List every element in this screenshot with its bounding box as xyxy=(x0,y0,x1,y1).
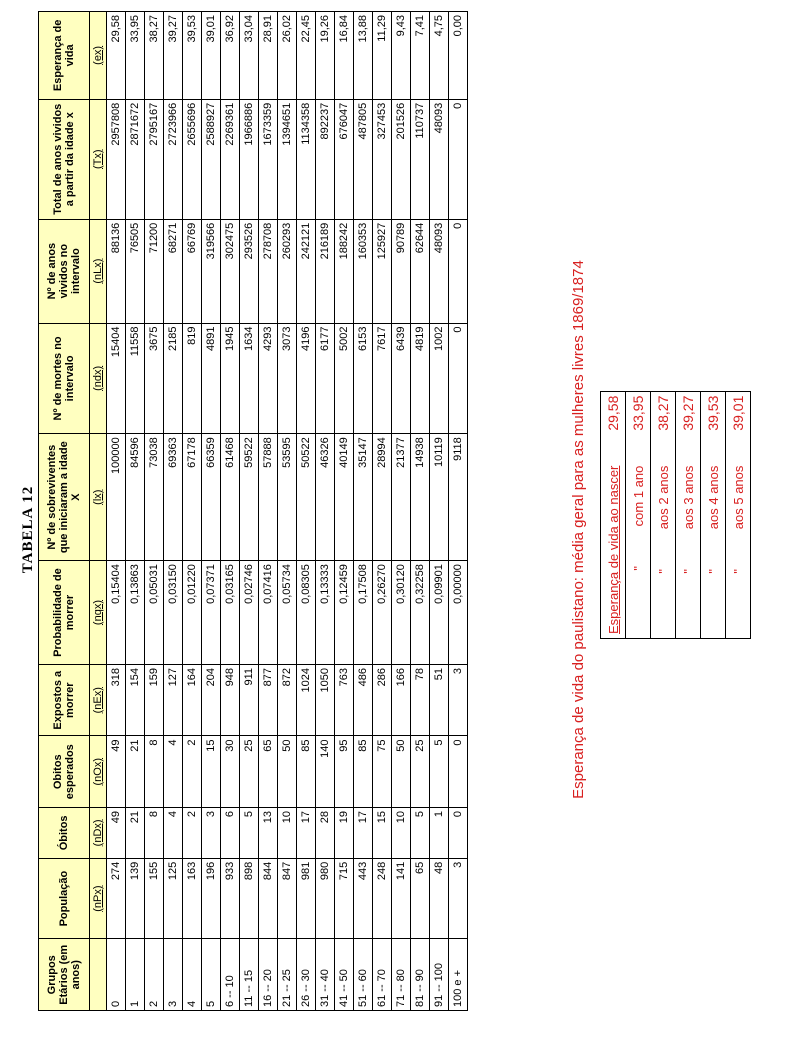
table-cell: 248 xyxy=(373,858,392,939)
summary-row xyxy=(601,391,626,638)
table-cell: 48093 xyxy=(430,219,449,323)
summary-row xyxy=(626,391,651,638)
table-cell: 141 xyxy=(392,858,411,939)
table-cell: 0,05031 xyxy=(145,561,164,665)
table-cell: 933 xyxy=(221,858,240,939)
table-row xyxy=(202,12,221,1011)
table-cell: 2957808 xyxy=(107,99,126,219)
table-cell: 0,01220 xyxy=(183,561,202,665)
table-cell: 1002 xyxy=(430,323,449,434)
table-cell: 872 xyxy=(278,664,297,736)
table-cell: 7617 xyxy=(373,323,392,434)
table-cell: 16 -- 20 xyxy=(259,939,278,1011)
table-cell: 0,12459 xyxy=(335,561,354,665)
table-cell: 0,09901 xyxy=(430,561,449,665)
table-cell: 166 xyxy=(392,664,411,736)
table-cell: 65 xyxy=(411,858,430,939)
table-cell: 67178 xyxy=(183,434,202,561)
column-symbol: (nOx) xyxy=(90,736,107,808)
table-cell: 1966886 xyxy=(240,99,259,219)
table-cell: 139 xyxy=(126,858,145,939)
table-cell: 164 xyxy=(183,664,202,736)
table-cell: 0,32258 xyxy=(411,561,430,665)
table-cell: 71 -- 80 xyxy=(392,939,411,1011)
table-cell: 17 xyxy=(354,807,373,858)
column-header: Expostos a morrer xyxy=(39,664,90,736)
table-cell: 41 -- 50 xyxy=(335,939,354,1011)
table-row xyxy=(240,12,259,1011)
table-cell: 7,41 xyxy=(411,12,430,100)
table-cell: 33,95 xyxy=(126,12,145,100)
table-cell: 981 xyxy=(297,858,316,939)
summary-row xyxy=(726,391,751,638)
table-cell: 948 xyxy=(221,664,240,736)
table-cell: 51 xyxy=(430,664,449,736)
table-cell: 62644 xyxy=(411,219,430,323)
table-cell: 2871672 xyxy=(126,99,145,219)
table-cell: 88136 xyxy=(107,219,126,323)
column-symbol: (Tx) xyxy=(90,99,107,219)
table-cell: 3 xyxy=(449,858,468,939)
column-header: Nº de anos vividos no intervalo xyxy=(39,219,90,323)
table-cell: 4196 xyxy=(297,323,316,434)
table-cell: 0,00 xyxy=(449,12,468,100)
table-cell: 50 xyxy=(278,736,297,808)
table-cell: 911 xyxy=(240,664,259,736)
table-cell: 33,04 xyxy=(240,12,259,100)
table-cell: 11,29 xyxy=(373,12,392,100)
table-cell: 0,03165 xyxy=(221,561,240,665)
table-cell: 49 xyxy=(107,807,126,858)
table-cell: 10119 xyxy=(430,434,449,561)
table-cell: 95 xyxy=(335,736,354,808)
table-cell: 5 xyxy=(202,939,221,1011)
table-cell: 11 -- 15 xyxy=(240,939,259,1011)
table-cell: 819 xyxy=(183,323,202,434)
table-body xyxy=(107,12,468,1011)
table-cell: 22,45 xyxy=(297,12,316,100)
table-cell: 327453 xyxy=(373,99,392,219)
table-cell: 84596 xyxy=(126,434,145,561)
table-cell: 2795167 xyxy=(145,99,164,219)
summary-value: 33,95 xyxy=(626,391,651,462)
column-header: Probabilidade de morrer xyxy=(39,561,90,665)
table-cell: 6439 xyxy=(392,323,411,434)
table-cell: 274 xyxy=(107,858,126,939)
table-cell: 2588927 xyxy=(202,99,221,219)
table-cell: 3 xyxy=(449,664,468,736)
table-cell: 5 xyxy=(411,807,430,858)
table-cell: 0,15404 xyxy=(107,561,126,665)
table-cell: 14938 xyxy=(411,434,430,561)
table-cell: 68271 xyxy=(164,219,183,323)
table-cell: 2 xyxy=(183,736,202,808)
summary-value: 29,58 xyxy=(601,391,626,462)
table-cell: 0 xyxy=(107,939,126,1011)
table-cell: 61468 xyxy=(221,434,240,561)
table-cell: 204 xyxy=(202,664,221,736)
column-header: Grupos Etários (em anos) xyxy=(39,939,90,1011)
table-cell: 71200 xyxy=(145,219,164,323)
table-cell: 36,92 xyxy=(221,12,240,100)
table-cell: 5 xyxy=(430,736,449,808)
table-cell: 6 xyxy=(221,807,240,858)
table-cell: 15404 xyxy=(107,323,126,434)
table-cell: 81 -- 90 xyxy=(411,939,430,1011)
table-title: TABELA 12 xyxy=(20,485,36,574)
table-cell: 5 xyxy=(240,807,259,858)
table-row xyxy=(373,12,392,1011)
summary-value: 38,27 xyxy=(651,391,676,462)
table-cell: 1 xyxy=(126,939,145,1011)
summary-row xyxy=(701,391,726,638)
table-cell: 26,02 xyxy=(278,12,297,100)
table-cell: 2 xyxy=(145,939,164,1011)
table-cell: 6153 xyxy=(354,323,373,434)
summary-label: " aos 3 anos xyxy=(676,462,701,639)
table-cell: 78 xyxy=(411,664,430,736)
table-row xyxy=(259,12,278,1011)
table-cell: 100 e + xyxy=(449,939,468,1011)
table-cell: 155 xyxy=(145,858,164,939)
table-cell: 898 xyxy=(240,858,259,939)
table-cell: 0,13863 xyxy=(126,561,145,665)
table-cell: 715 xyxy=(335,858,354,939)
table-cell: 318 xyxy=(107,664,126,736)
table-cell: 13 xyxy=(259,807,278,858)
table-cell: 1 xyxy=(430,807,449,858)
table-cell: 69363 xyxy=(164,434,183,561)
column-header: Óbitos xyxy=(39,807,90,858)
table-cell: 0 xyxy=(449,219,468,323)
summary-row xyxy=(676,391,701,638)
table-cell: 110737 xyxy=(411,99,430,219)
table-cell: 4 xyxy=(164,807,183,858)
table-cell: 487805 xyxy=(354,99,373,219)
column-symbol: (nqx) xyxy=(90,561,107,665)
table-cell: 160353 xyxy=(354,219,373,323)
table-row xyxy=(164,12,183,1011)
table-cell: 39,27 xyxy=(164,12,183,100)
table-cell: 2185 xyxy=(164,323,183,434)
table-cell: 30 xyxy=(221,736,240,808)
column-symbol: (lx) xyxy=(90,434,107,561)
table-cell: 28994 xyxy=(373,434,392,561)
table-cell: 29,58 xyxy=(107,12,126,100)
table-cell: 892237 xyxy=(316,99,335,219)
table-cell: 4,75 xyxy=(430,12,449,100)
table-cell: 21 xyxy=(126,807,145,858)
life-table xyxy=(38,11,468,1011)
table-cell: 21 xyxy=(126,736,145,808)
table-cell: 6177 xyxy=(316,323,335,434)
summary-value: 39,01 xyxy=(726,391,751,462)
table-cell: 0,13333 xyxy=(316,561,335,665)
table-cell: 0,02746 xyxy=(240,561,259,665)
table-cell: 286 xyxy=(373,664,392,736)
table-cell: 0 xyxy=(449,807,468,858)
column-symbol: (nPx) xyxy=(90,858,107,939)
table-row xyxy=(449,12,468,1011)
table-cell: 0,30120 xyxy=(392,561,411,665)
summary-label: " aos 4 anos xyxy=(701,462,726,639)
table-cell: 28 xyxy=(316,807,335,858)
summary-table xyxy=(600,391,751,639)
table-cell: 10 xyxy=(392,807,411,858)
table-row xyxy=(316,12,335,1011)
table-cell: 154 xyxy=(126,664,145,736)
table-cell: 19 xyxy=(335,807,354,858)
table-row xyxy=(221,12,240,1011)
column-symbol xyxy=(90,939,107,1011)
summary-row xyxy=(651,391,676,638)
table-cell: 676047 xyxy=(335,99,354,219)
table-cell: 26 -- 30 xyxy=(297,939,316,1011)
table-cell: 9118 xyxy=(449,434,468,561)
table-cell: 2723966 xyxy=(164,99,183,219)
table-row xyxy=(126,12,145,1011)
table-cell: 0,05734 xyxy=(278,561,297,665)
column-header: População xyxy=(39,858,90,939)
table-cell: 0,00000 xyxy=(449,561,468,665)
table-cell: 91 -- 100 xyxy=(430,939,449,1011)
table-cell: 46326 xyxy=(316,434,335,561)
table-cell: 0,17508 xyxy=(354,561,373,665)
table-cell: 48 xyxy=(430,858,449,939)
table-cell: 127 xyxy=(164,664,183,736)
column-symbol: (nLx) xyxy=(90,219,107,323)
summary-label: " aos 2 anos xyxy=(651,462,676,639)
table-cell: 50 xyxy=(392,736,411,808)
table-cell: 39,53 xyxy=(183,12,202,100)
table-cell: 0 xyxy=(449,323,468,434)
table-cell: 1024 xyxy=(297,664,316,736)
summary-value: 39,53 xyxy=(701,391,726,462)
table-cell: 8 xyxy=(145,736,164,808)
table-cell: 260293 xyxy=(278,219,297,323)
table-cell: 11558 xyxy=(126,323,145,434)
table-cell: 85 xyxy=(297,736,316,808)
table-row xyxy=(297,12,316,1011)
table-cell: 1945 xyxy=(221,323,240,434)
table-cell: 0,07371 xyxy=(202,561,221,665)
column-symbol: (ndx) xyxy=(90,323,107,434)
table-cell: 5002 xyxy=(335,323,354,434)
table-cell: 125 xyxy=(164,858,183,939)
summary-value: 39,27 xyxy=(676,391,701,462)
table-row xyxy=(392,12,411,1011)
table-cell: 21 -- 25 xyxy=(278,939,297,1011)
table-cell: 9,43 xyxy=(392,12,411,100)
column-header: Nº de mortes no intervalo xyxy=(39,323,90,434)
table-cell: 4 xyxy=(183,939,202,1011)
table-cell: 8 xyxy=(145,807,164,858)
table-cell: 50522 xyxy=(297,434,316,561)
summary-label: Esperança de vida ao nascer xyxy=(601,462,626,639)
table-cell: 4891 xyxy=(202,323,221,434)
table-cell: 1673359 xyxy=(259,99,278,219)
table-cell: 3 xyxy=(202,807,221,858)
table-cell: 75 xyxy=(373,736,392,808)
table-cell: 15 xyxy=(373,807,392,858)
table-cell: 35147 xyxy=(354,434,373,561)
table-cell: 140 xyxy=(316,736,335,808)
table-cell: 3 xyxy=(164,939,183,1011)
table-cell: 1394651 xyxy=(278,99,297,219)
table-row xyxy=(354,12,373,1011)
table-cell: 4819 xyxy=(411,323,430,434)
table-cell: 10 xyxy=(278,807,297,858)
table-cell: 443 xyxy=(354,858,373,939)
table-cell: 319566 xyxy=(202,219,221,323)
column-header: Nº de sobreviventes que iniciaram a idade X xyxy=(39,434,90,561)
table-cell: 877 xyxy=(259,664,278,736)
table-row xyxy=(145,12,164,1011)
table-cell: 4 xyxy=(164,736,183,808)
table-cell: 100000 xyxy=(107,434,126,561)
table-cell: 25 xyxy=(411,736,430,808)
column-symbol: (nDx) xyxy=(90,807,107,858)
table-cell: 16,84 xyxy=(335,12,354,100)
table-cell: 90789 xyxy=(392,219,411,323)
table-cell: 163 xyxy=(183,858,202,939)
table-cell: 25 xyxy=(240,736,259,808)
summary-label: " com 1 ano xyxy=(626,462,651,639)
table-cell: 39,01 xyxy=(202,12,221,100)
table-cell: 302475 xyxy=(221,219,240,323)
column-header: Obitos esperados xyxy=(39,736,90,808)
table-cell: 844 xyxy=(259,858,278,939)
table-cell: 66359 xyxy=(202,434,221,561)
table-cell: 59522 xyxy=(240,434,259,561)
table-cell: 293526 xyxy=(240,219,259,323)
table-cell: 3675 xyxy=(145,323,164,434)
table-cell: 0,03150 xyxy=(164,561,183,665)
table-cell: 40149 xyxy=(335,434,354,561)
table-cell: 53595 xyxy=(278,434,297,561)
table-cell: 242121 xyxy=(297,219,316,323)
table-cell: 0,07416 xyxy=(259,561,278,665)
table-cell: 2 xyxy=(183,807,202,858)
table-cell: 763 xyxy=(335,664,354,736)
column-header: Esperança de vida xyxy=(39,12,90,100)
table-cell: 2655696 xyxy=(183,99,202,219)
table-cell: 196 xyxy=(202,858,221,939)
table-cell: 0,26270 xyxy=(373,561,392,665)
header-row xyxy=(39,12,90,1011)
table-cell: 1050 xyxy=(316,664,335,736)
table-cell: 85 xyxy=(354,736,373,808)
caption: Esperança de vida do paulistano: média geral para as mulheres livres 1869/1874 xyxy=(570,260,587,799)
table-cell: 1134358 xyxy=(297,99,316,219)
table-cell: 19,26 xyxy=(316,12,335,100)
column-header: Total de anos vividos a partir da idade x xyxy=(39,99,90,219)
table-cell: 31 -- 40 xyxy=(316,939,335,1011)
table-cell: 17 xyxy=(297,807,316,858)
table-cell: 15 xyxy=(202,736,221,808)
table-row xyxy=(278,12,297,1011)
table-cell: 51 -- 60 xyxy=(354,939,373,1011)
symbol-row xyxy=(90,12,107,1011)
table-row xyxy=(183,12,202,1011)
table-cell: 1634 xyxy=(240,323,259,434)
table-cell: 65 xyxy=(259,736,278,808)
table-cell: 6 -- 10 xyxy=(221,939,240,1011)
table-cell: 4293 xyxy=(259,323,278,434)
table-cell: 0 xyxy=(449,736,468,808)
summary-label: " aos 5 anos xyxy=(726,462,751,639)
table-cell: 847 xyxy=(278,858,297,939)
table-cell: 73038 xyxy=(145,434,164,561)
table-cell: 980 xyxy=(316,858,335,939)
table-cell: 13,88 xyxy=(354,12,373,100)
table-cell: 21377 xyxy=(392,434,411,561)
column-symbol: (nEx) xyxy=(90,664,107,736)
table-cell: 57888 xyxy=(259,434,278,561)
table-cell: 216189 xyxy=(316,219,335,323)
table-cell: 2269361 xyxy=(221,99,240,219)
table-cell: 159 xyxy=(145,664,164,736)
table-row xyxy=(411,12,430,1011)
table-cell: 66769 xyxy=(183,219,202,323)
table-cell: 3073 xyxy=(278,323,297,434)
table-cell: 48093 xyxy=(430,99,449,219)
table-row xyxy=(335,12,354,1011)
table-cell: 38,27 xyxy=(145,12,164,100)
table-cell: 0 xyxy=(449,99,468,219)
table-cell: 49 xyxy=(107,736,126,808)
table-cell: 28,91 xyxy=(259,12,278,100)
table-cell: 188242 xyxy=(335,219,354,323)
table-row xyxy=(430,12,449,1011)
table-cell: 76505 xyxy=(126,219,145,323)
table-cell: 61 -- 70 xyxy=(373,939,392,1011)
table-cell: 0,08305 xyxy=(297,561,316,665)
table-cell: 125927 xyxy=(373,219,392,323)
table-cell: 278708 xyxy=(259,219,278,323)
column-symbol: (ex) xyxy=(90,12,107,100)
table-cell: 201526 xyxy=(392,99,411,219)
table-cell: 486 xyxy=(354,664,373,736)
table-row xyxy=(107,12,126,1011)
